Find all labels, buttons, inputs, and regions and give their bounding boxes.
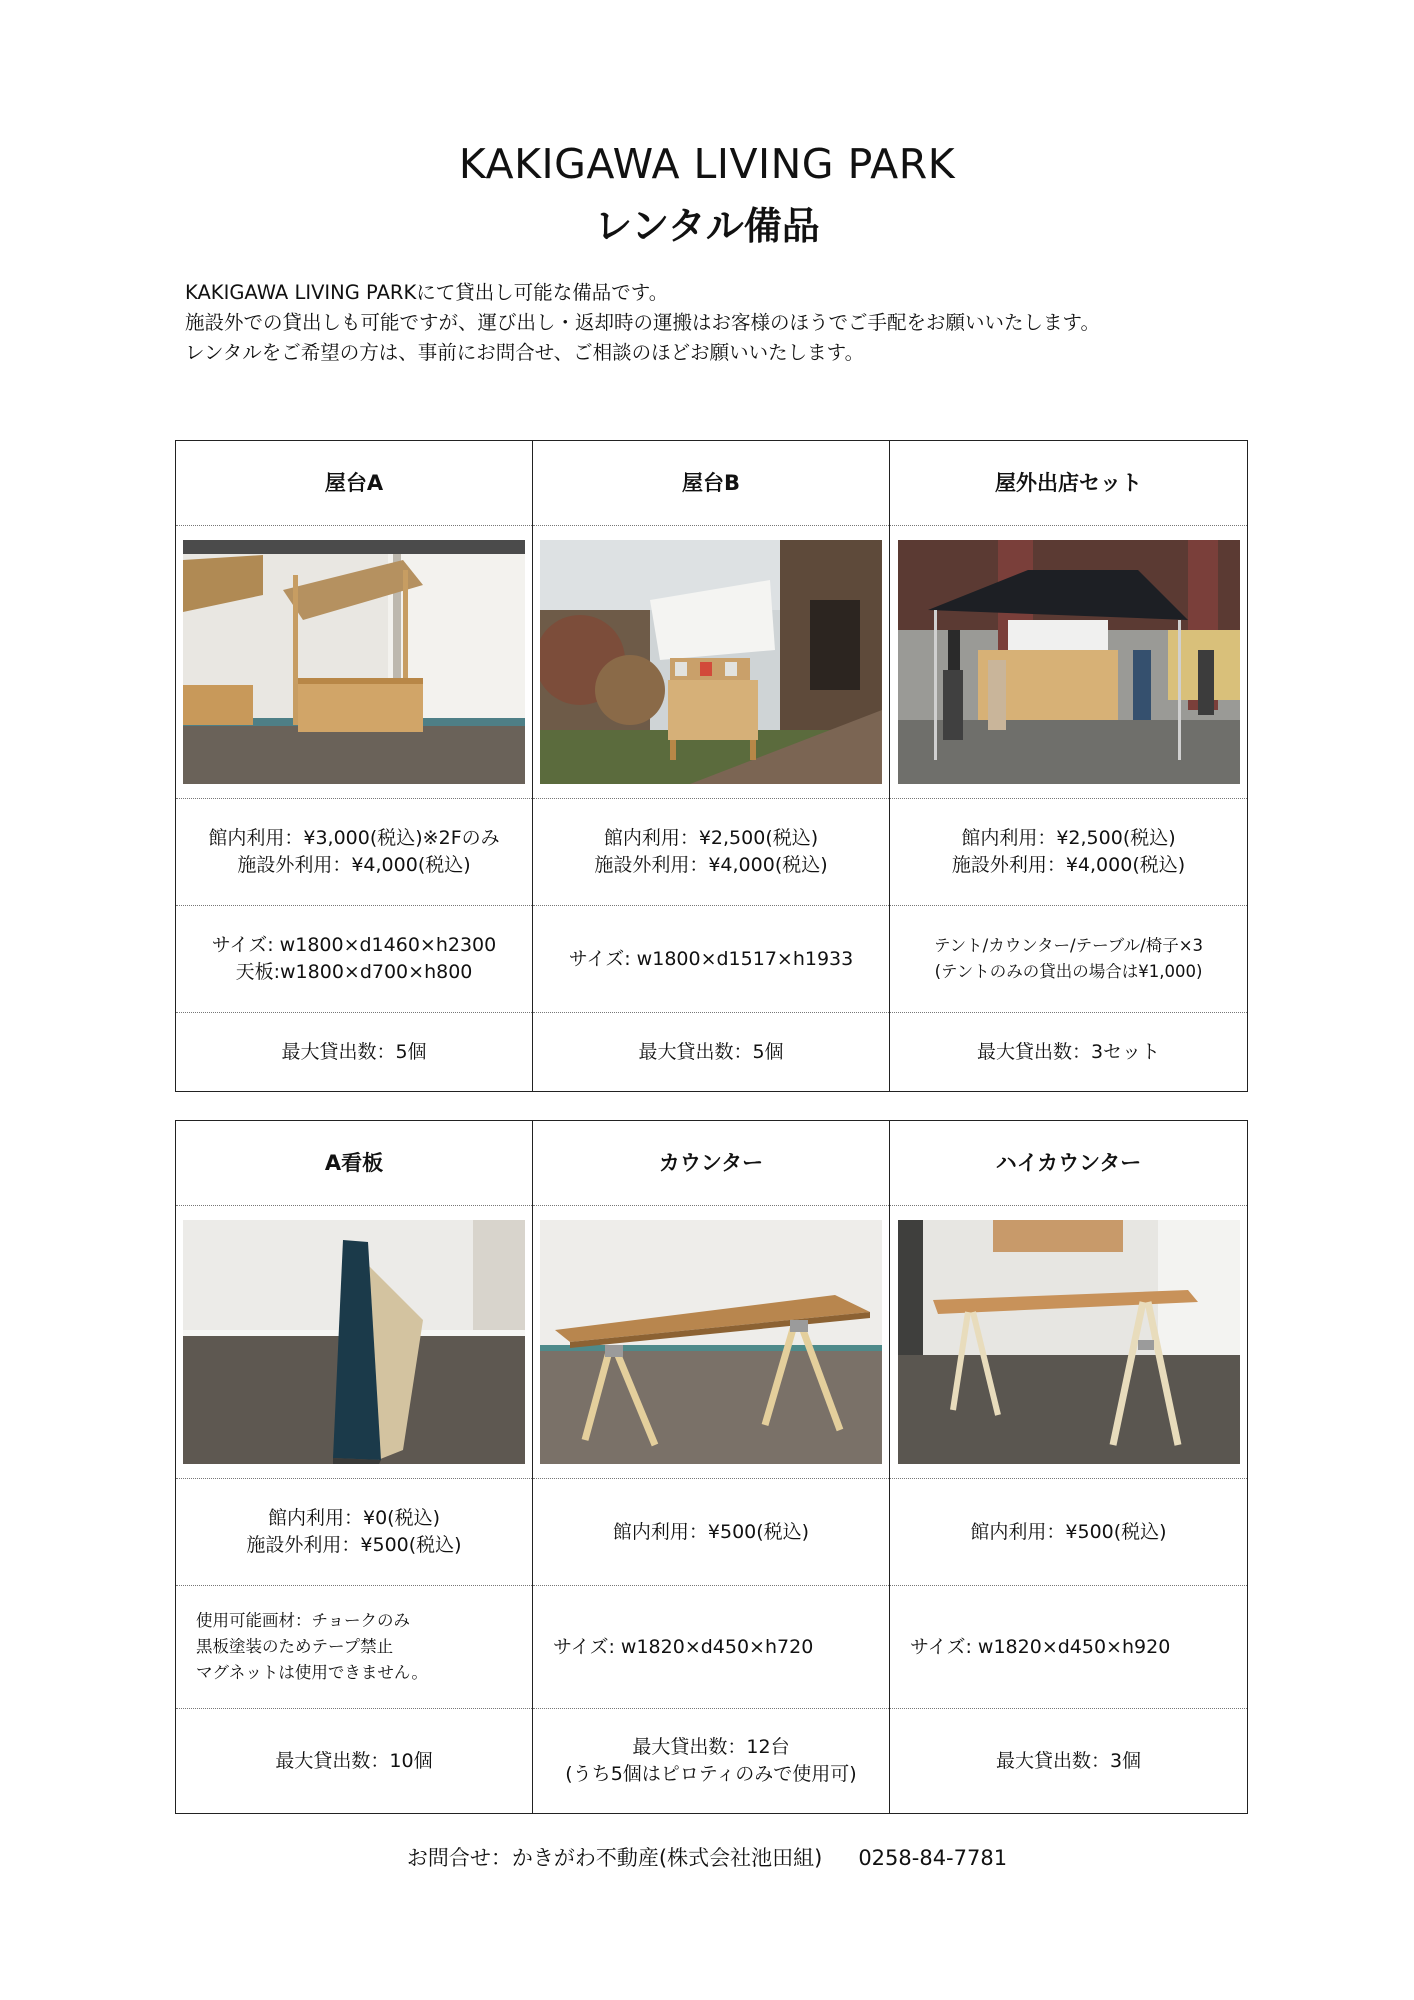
- count-line: (うち5個はピロティのみで使用可): [565, 1763, 857, 1785]
- item-size: [890, 1586, 1248, 1709]
- contact-phone[interactable]: 0258-84-7781: [858, 1846, 1008, 1870]
- item-name: 屋台A: [176, 441, 533, 526]
- item-max-count: [890, 1709, 1248, 1814]
- price-line: 施設外利用：¥4,000(税込): [951, 854, 1186, 876]
- size-line: 天板:w1800×d700×h800: [235, 961, 473, 983]
- intro-text: [185, 278, 1285, 368]
- item-name: カウンター: [533, 1121, 890, 1206]
- size-line: 使用可能画材：チョークのみ: [196, 1611, 411, 1630]
- item-name: 屋外出店セット: [890, 441, 1248, 526]
- item-photo-cell: [176, 1206, 533, 1479]
- yatai-b-photo: [540, 540, 882, 784]
- count-line: 最大貸出数：3個: [995, 1749, 1142, 1772]
- item-size: [176, 906, 533, 1013]
- price-line: 館内利用：¥500(税込): [970, 1520, 1167, 1543]
- price-line: 館内利用：¥3,000(税込)※2Fのみ: [208, 827, 500, 849]
- price-line: 施設外利用：¥4,000(税込): [594, 854, 828, 876]
- item-size: [890, 906, 1248, 1013]
- page-title-en: KAKIGAWA LIVING PARK: [458, 140, 956, 188]
- price-line: 館内利用：¥500(税込): [612, 1520, 810, 1543]
- size-line: マグネットは使用できません。: [196, 1663, 428, 1682]
- price-line: 施設外利用：¥4,000(税込): [237, 854, 471, 876]
- item-max-count: [533, 1709, 890, 1814]
- size-line: (テントのみの貸出の場合は¥1,000): [934, 962, 1203, 981]
- item-price: [533, 1479, 890, 1586]
- item-max-count: 最大貸出数：3セット: [890, 1013, 1248, 1092]
- item-price: [176, 1479, 533, 1586]
- item-size: [533, 1586, 890, 1709]
- item-name: A看板: [176, 1121, 533, 1206]
- rental-table-1: [175, 440, 1248, 1092]
- count-line: 最大貸出数：12台: [632, 1736, 790, 1758]
- size-line: サイズ: w1800×d1460×h2300: [211, 934, 497, 956]
- item-max-count: 最大貸出数：5個: [533, 1013, 890, 1092]
- contact-footer: [0, 1842, 1414, 1872]
- item-name: ハイカウンター: [890, 1121, 1248, 1206]
- item-price: [890, 1479, 1248, 1586]
- intro-line: 施設外での貸出しも可能ですが、運び出し・返却時の運搬はお客様のほうでご手配をお願いいたします。: [185, 311, 1100, 334]
- item-photo-cell: [890, 1206, 1248, 1479]
- intro-line: レンタルをご希望の方は、事前にお問合せ、ご相談のほどお願いいたします。: [185, 341, 865, 364]
- price-line: 施設外利用：¥500(税込): [246, 1534, 462, 1556]
- item-photo-cell: [176, 526, 533, 799]
- intro-line: KAKIGAWA LIVING PARKにて貸出し可能な備品です。: [185, 281, 669, 304]
- yatai-a-photo: [183, 540, 525, 784]
- item-photo-cell: [533, 526, 890, 799]
- a-sign-photo: [183, 1220, 525, 1464]
- size-line: 黒板塗装のためテープ禁止: [196, 1637, 394, 1656]
- item-name: 屋台B: [533, 441, 890, 526]
- contact-label: お問合せ：かきがわ不動産(株式会社池田組): [406, 1846, 823, 1870]
- item-max-count: [176, 1709, 533, 1814]
- item-size: [533, 906, 890, 1013]
- page-title-ja: レンタル備品: [594, 204, 820, 248]
- item-price: [533, 799, 890, 906]
- item-price: [890, 799, 1248, 906]
- price-line: 館内利用：¥2,500(税込): [603, 827, 819, 849]
- item-size: [176, 1586, 533, 1709]
- item-photo-cell: [533, 1206, 890, 1479]
- size-line: サイズ: w1820×d450×h720: [553, 1635, 814, 1658]
- count-line: 最大貸出数：10個: [275, 1749, 433, 1772]
- price-line: 館内利用：¥0(税込): [267, 1507, 440, 1529]
- counter-photo: [540, 1220, 882, 1464]
- outdoor-set-photo: [898, 540, 1240, 784]
- item-photo-cell: [890, 526, 1248, 799]
- price-line: 館内利用：¥2,500(税込): [961, 827, 1176, 849]
- item-price: [176, 799, 533, 906]
- size-line: サイズ: w1800×d1517×h1933: [568, 947, 854, 970]
- rental-table-2: [175, 1120, 1248, 1814]
- size-line: テント/カウンター/テーブル/椅子×3: [933, 936, 1204, 955]
- size-line: サイズ: w1820×d450×h920: [910, 1635, 1171, 1658]
- high-counter-photo: [898, 1220, 1240, 1464]
- item-max-count: 最大貸出数：5個: [176, 1013, 533, 1092]
